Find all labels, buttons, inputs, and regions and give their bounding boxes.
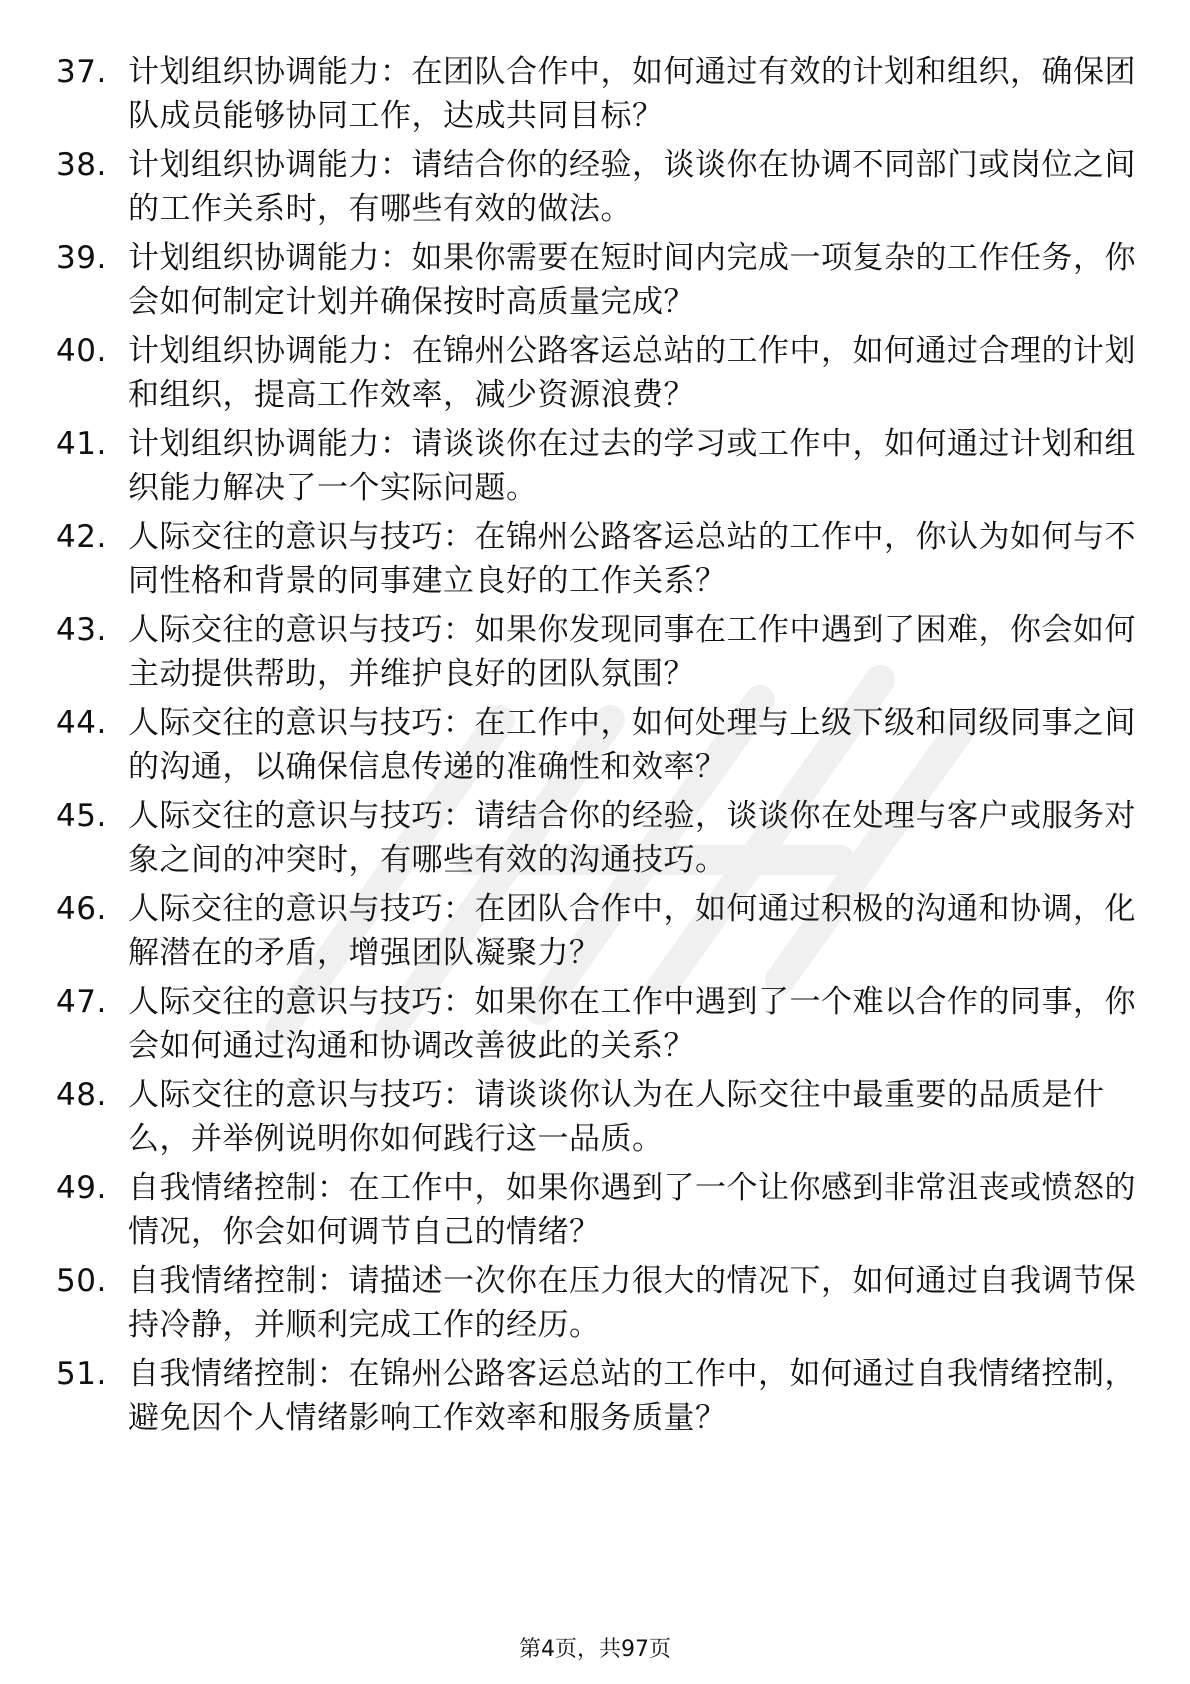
- question-text: 计划组织协调能力：请谈谈你在过去的学习或工作中，如何通过计划和组织能力解决了一个实际问题。: [128, 426, 1136, 506]
- question-number: 42.: [56, 519, 107, 555]
- question-text: 人际交往的意识与技巧：在工作中，如何处理与上级下级和同级同事之间的沟通，以确保信息传递的准确性和效率？: [128, 705, 1136, 785]
- question-item-41: [56, 422, 1136, 510]
- question-text: 人际交往的意识与技巧：在团队合作中，如何通过积极的沟通和协调，化解潜在的矛盾，增强团队凝聚力？: [128, 891, 1136, 971]
- question-item-48: [56, 1073, 1136, 1161]
- question-number: 41.: [56, 426, 107, 462]
- question-list: [56, 50, 1136, 1445]
- question-number: 43.: [56, 612, 107, 648]
- question-item-38: [56, 143, 1136, 231]
- question-number: 37.: [56, 54, 107, 90]
- question-text: 人际交往的意识与技巧：如果你在工作中遇到了一个难以合作的同事，你会如何通过沟通和协调改善彼此的关系？: [128, 984, 1136, 1064]
- question-item-40: [56, 329, 1136, 417]
- question-number: 39.: [56, 240, 107, 276]
- question-item-39: [56, 236, 1136, 324]
- question-item-45: [56, 794, 1136, 882]
- question-item-44: [56, 701, 1136, 789]
- question-text: 人际交往的意识与技巧：在锦州公路客运总站的工作中，你认为如何与不同性格和背景的同事建立良好的工作关系？: [128, 519, 1136, 599]
- question-number: 38.: [56, 147, 107, 183]
- page-number-footer: 第4页，共97页: [519, 1637, 671, 1662]
- question-text: 自我情绪控制：在锦州公路客运总站的工作中，如何通过自我情绪控制，避免因个人情绪影响工作效率和服务质量？: [128, 1356, 1136, 1436]
- question-text: 计划组织协调能力：请结合你的经验，谈谈你在协调不同部门或岗位之间的工作关系时，有哪些有效的做法。: [128, 147, 1136, 227]
- question-text: 人际交往的意识与技巧：请谈谈你认为在人际交往中最重要的品质是什么，并举例说明你如何践行这一品质。: [128, 1077, 1105, 1157]
- question-number: 47.: [56, 984, 107, 1020]
- question-item-49: [56, 1166, 1136, 1254]
- question-item-47: [56, 980, 1136, 1068]
- question-text: 计划组织协调能力：如果你需要在短时间内完成一项复杂的工作任务，你会如何制定计划并确保按时高质量完成？: [128, 240, 1136, 320]
- question-text: 计划组织协调能力：在团队合作中，如何通过有效的计划和组织，确保团队成员能够协同工作，达成共同目标？: [128, 54, 1136, 134]
- question-text: 人际交往的意识与技巧：请结合你的经验，谈谈你在处理与客户或服务对象之间的冲突时，有哪些有效的沟通技巧。: [128, 798, 1136, 878]
- question-text: 人际交往的意识与技巧：如果你发现同事在工作中遇到了困难，你会如何主动提供帮助，并维护良好的团队氛围？: [128, 612, 1136, 692]
- question-number: 49.: [56, 1170, 107, 1206]
- question-item-50: [56, 1259, 1136, 1347]
- question-number: 45.: [56, 798, 107, 834]
- question-item-37: [56, 50, 1136, 138]
- question-text: 计划组织协调能力：在锦州公路客运总站的工作中，如何通过合理的计划和组织，提高工作效率，减少资源浪费？: [128, 333, 1136, 413]
- question-number: 46.: [56, 891, 107, 927]
- question-item-51: [56, 1352, 1136, 1440]
- question-number: 51.: [56, 1356, 107, 1392]
- question-number: 48.: [56, 1077, 107, 1113]
- question-item-42: [56, 515, 1136, 603]
- question-item-46: [56, 887, 1136, 975]
- question-item-43: [56, 608, 1136, 696]
- question-text: 自我情绪控制：在工作中，如果你遇到了一个让你感到非常沮丧或愤怒的情况，你会如何调节自己的情绪？: [128, 1170, 1136, 1250]
- question-text: 自我情绪控制：请描述一次你在压力很大的情况下，如何通过自我调节保持冷静，并顺利完成工作的经历。: [128, 1263, 1136, 1343]
- question-number: 44.: [56, 705, 107, 741]
- question-number: 50.: [56, 1263, 107, 1299]
- question-number: 40.: [56, 333, 107, 369]
